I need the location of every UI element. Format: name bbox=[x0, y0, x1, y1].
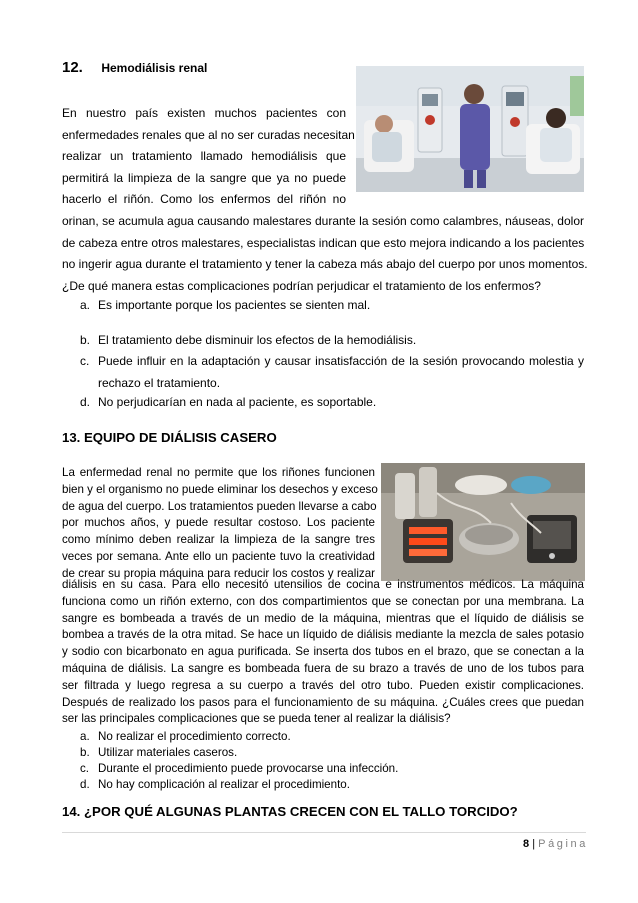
paragraph-line: permitirá la limpieza de la sangre que ya no puede bbox=[62, 170, 346, 185]
paragraph-line: por muchos años, y puede resultar costoso. Los paciente bbox=[62, 516, 375, 530]
option-letter: a. bbox=[80, 298, 91, 312]
option-letter: b. bbox=[80, 333, 91, 347]
section-12-paragraph-wrapped bbox=[62, 103, 355, 211]
paragraph-line: como mínimo deben realizar la limpieza de la sangre tres bbox=[62, 533, 375, 547]
paragraph-line: de cabeza entre otros malestares, especialistas indican que esto mejora indicando a los pacientes bbox=[62, 235, 585, 250]
section-12-title: Hemodiálisis renal bbox=[101, 61, 208, 75]
paragraph-line: orinan, se acumula agua causando malestares durante la sesión como calambres, náuseas, dolor bbox=[62, 214, 584, 228]
section-12-heading bbox=[62, 59, 207, 77]
paragraph-line: sangre es bombeada a través de un medio de la máquina, mientras que el líquido de diálisis se bbox=[62, 611, 584, 625]
section-13-title: 13. EQUIPO DE DIÁLISIS CASERO bbox=[62, 430, 277, 445]
option-text: No realizar el procedimiento correcto. bbox=[98, 730, 291, 743]
option-text: Utilizar materiales caseros. bbox=[98, 746, 238, 759]
footer-separator: | bbox=[532, 838, 536, 850]
paragraph-line: ser filtrada y luego regresa a su cuerpo a través del otro tubo. Pueden existir complicaciones. bbox=[62, 678, 584, 692]
option-letter: d. bbox=[80, 395, 91, 409]
option-b[interactable] bbox=[80, 745, 584, 761]
option-c[interactable] bbox=[80, 761, 584, 777]
paragraph-line: no ingerir agua durante el tratamiento y tener la cabeza más abajo del cuerpo por unos momentos. bbox=[62, 257, 588, 272]
section-13-paragraph-full bbox=[62, 577, 584, 728]
question-line: ser las principales complicaciones que se pueda tener al realizar la diálisis? bbox=[62, 712, 451, 726]
paragraph-line: de crear su propia máquina para reducir los costos y realizar bbox=[62, 566, 375, 580]
paragraph-line: máquina de diálisis. La sangre es bombeada fuera de su brazo a través de uno de los tubos para bbox=[62, 661, 584, 675]
option-letter: c. bbox=[80, 354, 90, 368]
option-c[interactable] bbox=[80, 351, 584, 395]
option-b[interactable] bbox=[80, 330, 584, 352]
option-text: No perjudicarían en nada al paciente, es soportable. bbox=[98, 395, 377, 409]
home-dialysis-machine-photo bbox=[381, 463, 585, 581]
paragraph-line: funciona como un riñón externo, con dos compartimientos que se conectan por una membrana. La bbox=[62, 594, 584, 608]
page-footer bbox=[523, 838, 588, 850]
section-13-paragraph-wrapped bbox=[62, 465, 378, 583]
page-word: Página bbox=[538, 838, 588, 850]
paragraph-line: veces por semana. Ante ello un paciente tuvo la creatividad bbox=[62, 549, 375, 563]
section-12-paragraph-full bbox=[62, 211, 588, 297]
paragraph-line: realizar un tratamiento llamado hemodiálisis que bbox=[62, 149, 346, 164]
question-line: ¿De qué manera estas complicaciones podrían perjudicar el tratamiento de los enfermos? bbox=[62, 278, 541, 293]
section-12-number: 12. bbox=[62, 59, 83, 76]
paragraph-line: bien y el organismo no puede eliminar los desechos y exceso bbox=[62, 482, 378, 496]
section-14-title: 14. ¿POR QUÉ ALGUNAS PLANTAS CRECEN CON EL TALLO TORCIDO? bbox=[62, 804, 518, 819]
option-text: Es importante porque los pacientes se sienten mal. bbox=[98, 298, 371, 312]
option-d[interactable] bbox=[80, 392, 584, 414]
option-text: Durante el procedimiento puede provocarse una infección. bbox=[98, 762, 399, 775]
option-text: No hay complicación al realizar el procedimiento. bbox=[98, 778, 350, 791]
option-letter: c. bbox=[80, 762, 90, 775]
option-a[interactable] bbox=[80, 295, 584, 317]
footer-rule bbox=[62, 832, 586, 833]
option-d[interactable] bbox=[80, 777, 584, 793]
paragraph-line: de agua del cuerpo. Los tratamientos pueden llevarse a cabo bbox=[62, 499, 377, 513]
option-letter: b. bbox=[80, 746, 90, 759]
paragraph-line: y sodio con bicarbonato en agua purificada. Se inserta dos tubos en el brazo, que se conectan a la bbox=[62, 645, 584, 659]
page-number: 8 bbox=[523, 838, 530, 850]
paragraph-line: enfermedades renales que al no ser curadas necesitan bbox=[62, 127, 355, 142]
paragraph-line: Después de realizado los pasos para el funcionamiento de su máquina. ¿Cuáles crees que puedan bbox=[62, 695, 584, 709]
option-a[interactable] bbox=[80, 729, 584, 745]
option-text: El tratamiento debe disminuir los efectos de la hemodiálisis. bbox=[98, 333, 417, 347]
option-letter: d. bbox=[80, 778, 90, 791]
paragraph-line: La enfermedad renal no permite que los riñones funcionen bbox=[62, 466, 375, 479]
option-text: Puede influir en la adaptación y causar insatisfacción de la sesión provocando molestia y bbox=[98, 354, 584, 368]
option-text-continued: rechazo el tratamiento. bbox=[98, 376, 221, 390]
option-letter: a. bbox=[80, 730, 90, 743]
paragraph-line: En nuestro país existen muchos pacientes con bbox=[62, 106, 346, 120]
paragraph-line: diálisis en su casa. Para ello necesitó utensilios de cocina e instrumentos médicos. La máquina bbox=[62, 578, 584, 591]
paragraph-line: bombea a través de la otra mitad. Se hace un líquido de diálisis mediante la mezcla de sales potasio bbox=[62, 628, 584, 642]
hemodialysis-photo bbox=[356, 66, 584, 192]
paragraph-line: hacerlo el riñón. Como los enfermos del riñón no bbox=[62, 192, 346, 207]
